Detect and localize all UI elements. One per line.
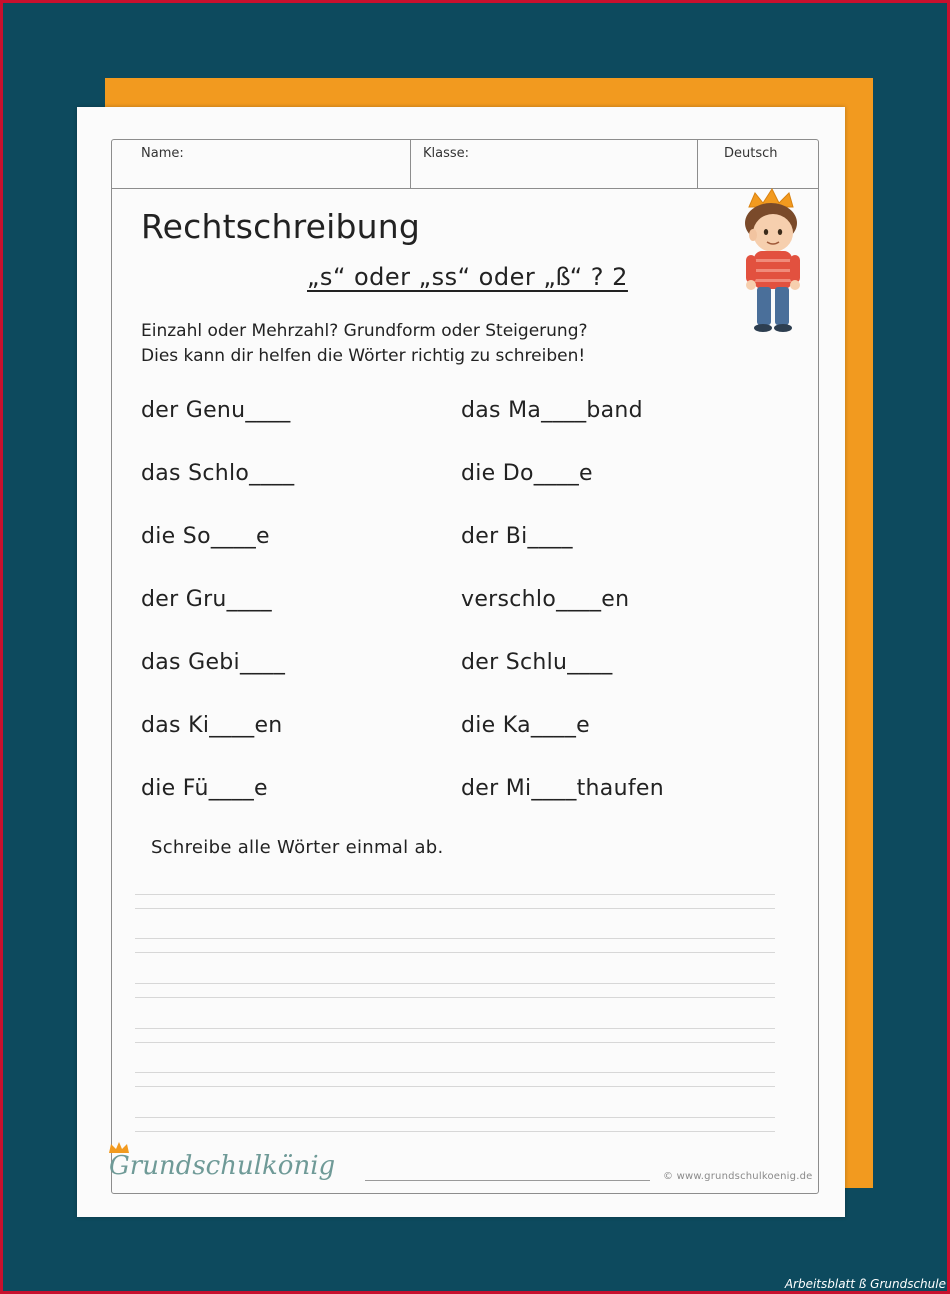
brand-logo-text: Grundschulkönig	[109, 1151, 336, 1181]
subject-field	[698, 139, 819, 188]
class-label: Klasse:	[423, 146, 470, 161]
word-item: die Ka____e	[461, 713, 590, 738]
word-item: das Ki____en	[141, 713, 283, 738]
worksheet-page	[77, 107, 845, 1217]
word-item: das Gebi____	[141, 650, 286, 675]
worksheet-subtitle: „s“ oder „ss“ oder „ß“ ? 2	[307, 263, 628, 291]
writing-line	[135, 983, 775, 998]
boy-with-crown-illustration	[727, 187, 817, 347]
word-item: das Ma____band	[461, 398, 643, 423]
word-item: der Bi____	[461, 524, 573, 549]
writing-line	[135, 894, 775, 909]
word-item: die So____e	[141, 524, 270, 549]
writing-line	[135, 1028, 775, 1043]
word-item: das Schlo____	[141, 461, 295, 486]
name-label: Name:	[141, 146, 184, 161]
copyright-text: © www.grundschulkoenig.de	[663, 1171, 813, 1182]
subject-label: Deutsch	[724, 146, 778, 161]
writing-line	[135, 1117, 775, 1132]
word-item: der Mi____thaufen	[461, 776, 664, 801]
task-instruction: Schreibe alle Wörter einmal ab.	[151, 837, 444, 858]
class-field	[411, 139, 698, 188]
instructions-line-1: Einzahl oder Mehrzahl? Grundform oder Steigerung?	[141, 321, 588, 341]
worksheet-title: Rechtschreibung	[141, 207, 421, 246]
word-item: die Fü____e	[141, 776, 268, 801]
image-caption: Arbeitsblatt ß Grundschule	[784, 1277, 946, 1291]
word-item: verschlo____en	[461, 587, 630, 612]
word-row	[141, 773, 701, 836]
word-exercise-grid	[141, 395, 701, 836]
word-item: der Gru____	[141, 587, 272, 612]
word-row	[141, 395, 701, 458]
word-row	[141, 584, 701, 647]
word-item: der Schlu____	[461, 650, 613, 675]
word-row	[141, 458, 701, 521]
word-item: der Genu____	[141, 398, 291, 423]
writing-line	[135, 1072, 775, 1087]
word-item: die Do____e	[461, 461, 593, 486]
word-row	[141, 521, 701, 584]
word-row	[141, 647, 701, 710]
name-field	[111, 139, 411, 188]
instructions-line-2: Dies kann dir helfen die Wörter richtig zu schreiben!	[141, 346, 586, 366]
worksheet-header	[111, 139, 819, 189]
word-row	[141, 710, 701, 773]
footer-divider	[365, 1180, 650, 1181]
instructions	[141, 319, 701, 369]
writing-line	[135, 938, 775, 953]
